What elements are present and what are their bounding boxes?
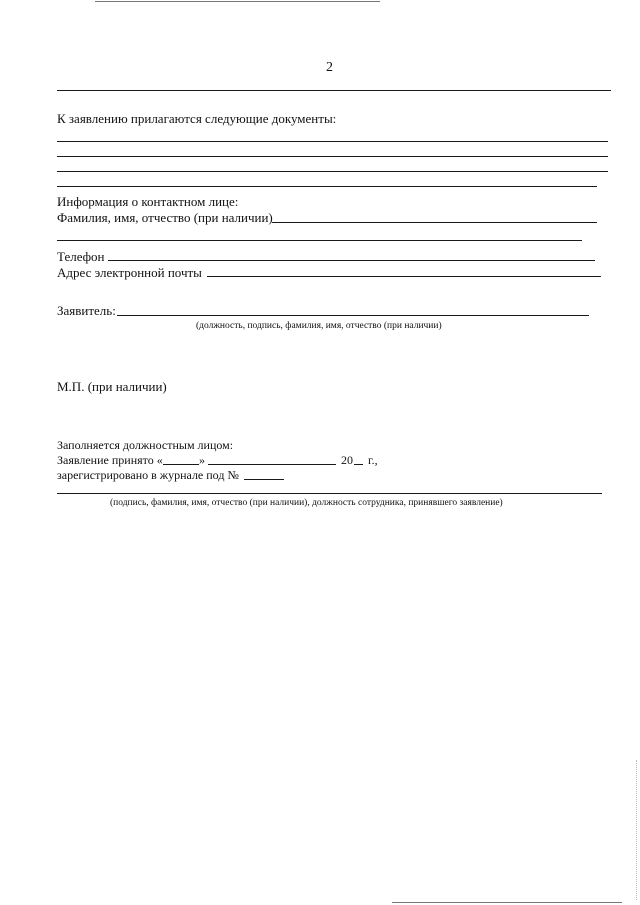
official-caption: (подпись, фамилия, имя, отчество (при наличии), должность сотрудника, принявшего заявление)	[110, 498, 503, 508]
accepted-year-field	[354, 464, 363, 465]
attachments-line-2	[57, 156, 608, 157]
header-rule	[57, 90, 611, 91]
seal-label: М.П. (при наличии)	[57, 379, 167, 394]
page-number: 2	[326, 60, 333, 75]
applicant-signature-field	[117, 315, 589, 316]
scan-right-edge	[636, 760, 637, 900]
contact-name-label: Фамилия, имя, отчество (при наличии)	[57, 210, 273, 225]
accepted-prefix: Заявление принято «	[57, 453, 163, 467]
applicant-caption: (должность, подпись, фамилия, имя, отчество (при наличии)	[196, 321, 442, 331]
accepted-year-prefix: 20	[341, 453, 353, 467]
contact-name-field	[272, 222, 597, 223]
registered-label: зарегистрировано в журнале под №	[57, 468, 239, 482]
accepted-month-field	[208, 464, 336, 465]
official-signature-field	[57, 493, 602, 494]
scan-top-edge	[95, 1, 380, 2]
accepted-close-quote: »	[199, 453, 205, 467]
scan-bottom-edge	[392, 902, 622, 903]
official-heading: Заполняется должностным лицом:	[57, 438, 234, 452]
attachments-line-1	[57, 141, 608, 142]
registered-number-field	[244, 479, 284, 480]
contact-email-label: Адрес электронной почты	[57, 265, 202, 280]
contact-heading: Информация о контактном лице:	[57, 194, 239, 209]
attachments-line-4	[57, 186, 597, 187]
applicant-label: Заявитель:	[57, 303, 116, 318]
contact-name-field-continued	[57, 240, 582, 241]
accepted-year-suffix: г.,	[368, 453, 378, 467]
accepted-day-field	[163, 464, 199, 465]
attachments-line-3	[57, 171, 608, 172]
contact-phone-label: Телефон	[57, 249, 105, 264]
attachments-heading: К заявлению прилагаются следующие документы:	[57, 111, 337, 126]
contact-email-field	[207, 276, 601, 277]
contact-phone-field	[108, 260, 595, 261]
